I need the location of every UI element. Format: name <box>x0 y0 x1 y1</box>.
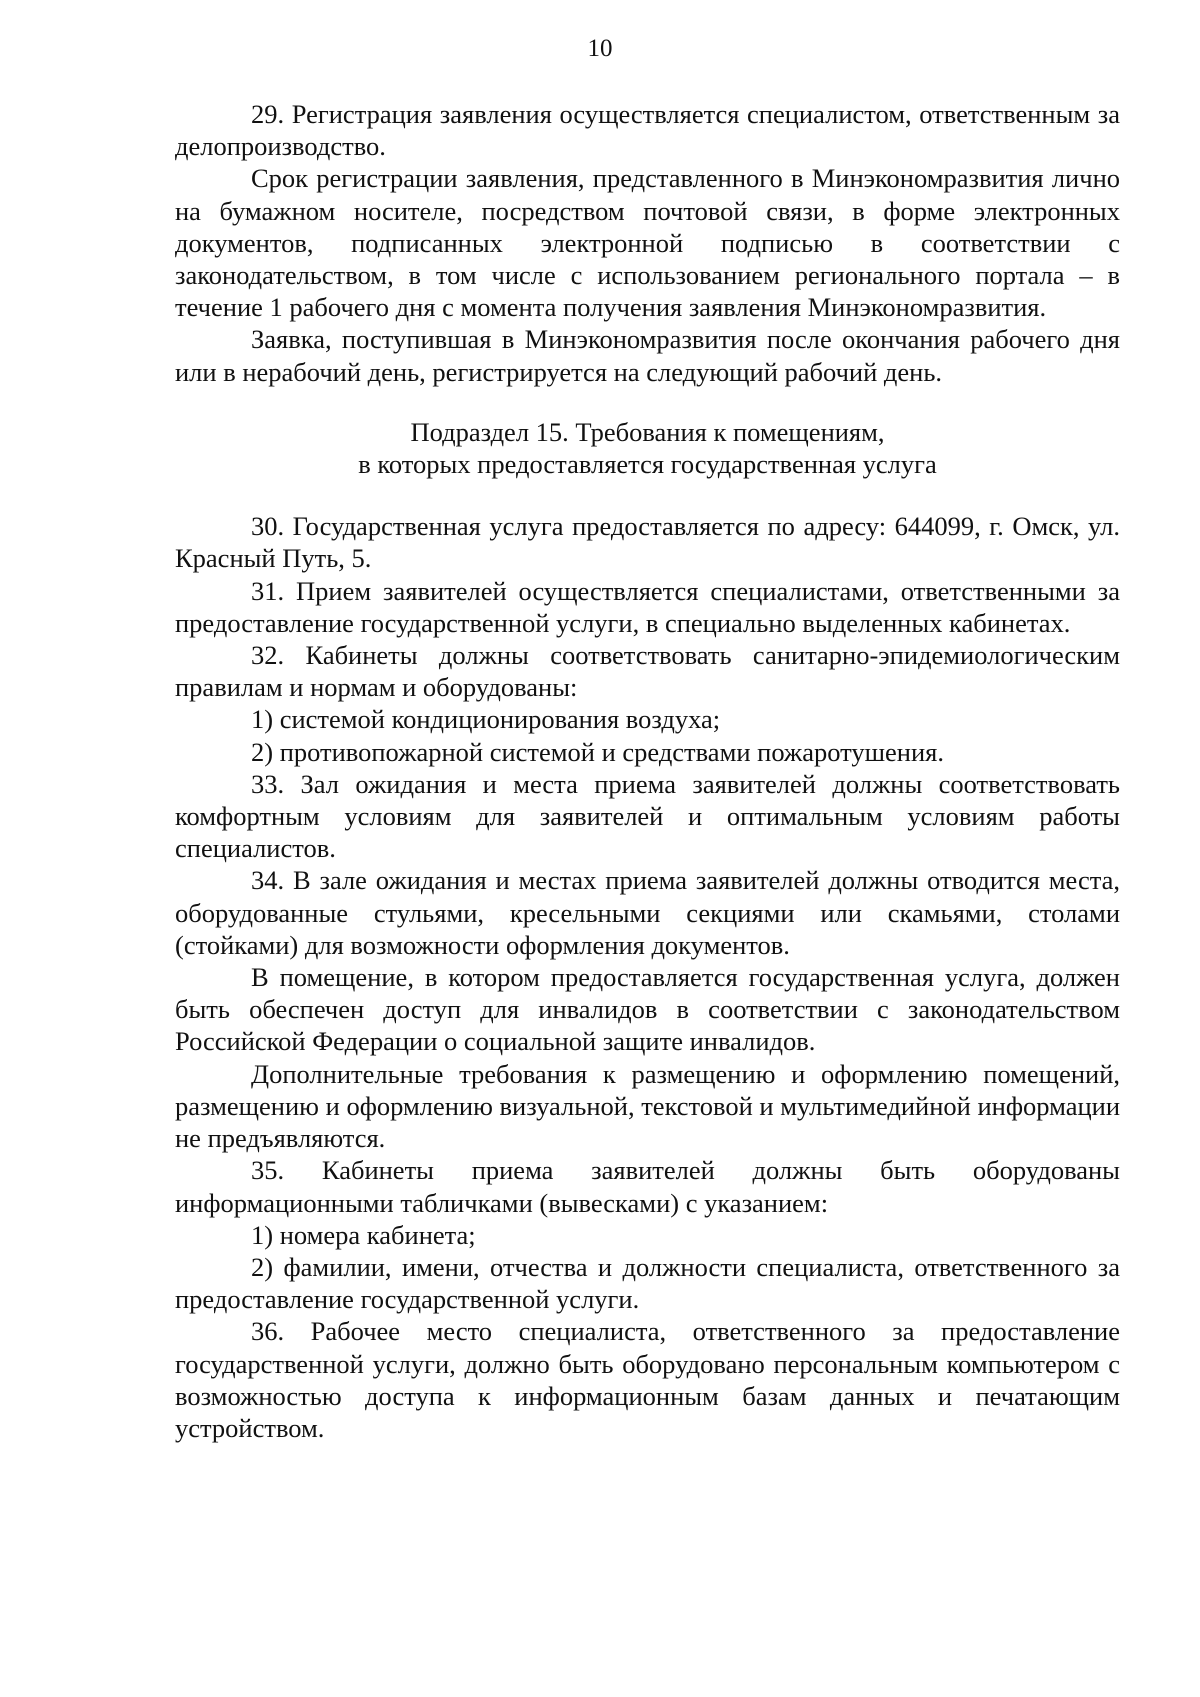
paragraph-35-item-1: 1) номера кабинета; <box>251 1219 476 1250</box>
paragraph-31: 31. Прием заявителей осуществляется специалистами, ответственными за предоставление государственной услуги, в специально выделенных кабинетах. <box>175 575 1120 638</box>
subsection-heading-line-1: Подраздел 15. Требования к помещениям, <box>410 416 885 447</box>
paragraph-33: 33. Зал ожидания и места приема заявителей должны соответствовать комфортным условиям для заявителей и оптимальным условиям работы специалистов. <box>175 768 1120 864</box>
paragraph-36: 36. Рабочее место специалиста, ответственного за предоставление государственной услуги, должно быть оборудовано персональным компьютером с возможностью доступа к информационным базам данных и печатающим устройством. <box>175 1316 1120 1443</box>
paragraph-32: 32. Кабинеты должны соответствовать санитарно-эпидемиологическим правилам и нормам и оборудованы: <box>175 640 1120 703</box>
subsection-heading-line-2: в которых предоставляется государственная услуга <box>358 449 937 480</box>
paragraph-35: 35. Кабинеты приема заявителей должны быть оборудованы информационными табличками (вывесками) с указанием: <box>175 1155 1120 1218</box>
paragraph-35-item-2: 2) фамилии, имени, отчества и должности специалиста, ответственного за предоставление государственной услуги. <box>175 1251 1120 1315</box>
paragraph-32-item-2: 2) противопожарной системой и средствами пожаротушения. <box>251 736 944 767</box>
page-number: 10 <box>587 35 613 62</box>
paragraph-30: 30. Государственная услуга предоставляется по адресу: 644099, г. Омск, ул. Красный Путь, 5. <box>175 511 1120 574</box>
paragraph-32-item-1: 1) системой кондиционирования воздуха; <box>251 704 721 735</box>
paragraph-accessibility: В помещение, в котором предоставляется государственная услуга, должен быть обеспечен доступ для инвалидов в соответствии с законодательством Российской Федерации о социальной защите инвалидов. <box>175 962 1120 1057</box>
paragraph-registration-term: Срок регистрации заявления, представленного в Минэкономразвития лично на бумажном носителе, посредством почтовой связи, в форме электронных документов, подписанных электронной подписью в соответствии с законодательством, в том числе с использованием регионального портала – в течение 1 рабочего дня с момента получения заявления Минэкономразвития. <box>175 163 1120 323</box>
paragraph-additional-requirements: Дополнительные требования к размещению и оформлению помещений, размещению и оформлению визуальной, текстовой и мультимедийной информации не предъявляются. <box>175 1058 1120 1154</box>
paragraph-29: 29. Регистрация заявления осуществляется специалистом, ответственным за делопроизводство. <box>175 99 1120 162</box>
paragraph-application-after-hours: Заявка, поступившая в Минэкономразвития после окончания рабочего дня или в нерабочий день, регистрируется на следующий рабочий день. <box>175 324 1120 387</box>
subsection-heading <box>175 416 1120 480</box>
document-body <box>175 98 1120 1444</box>
paragraph-34: 34. В зале ожидания и местах приема заявителей должны отводится места, оборудованные стульями, кресельными секциями или скамьями, столами (стойками) для возможности оформления документов. <box>175 865 1120 960</box>
